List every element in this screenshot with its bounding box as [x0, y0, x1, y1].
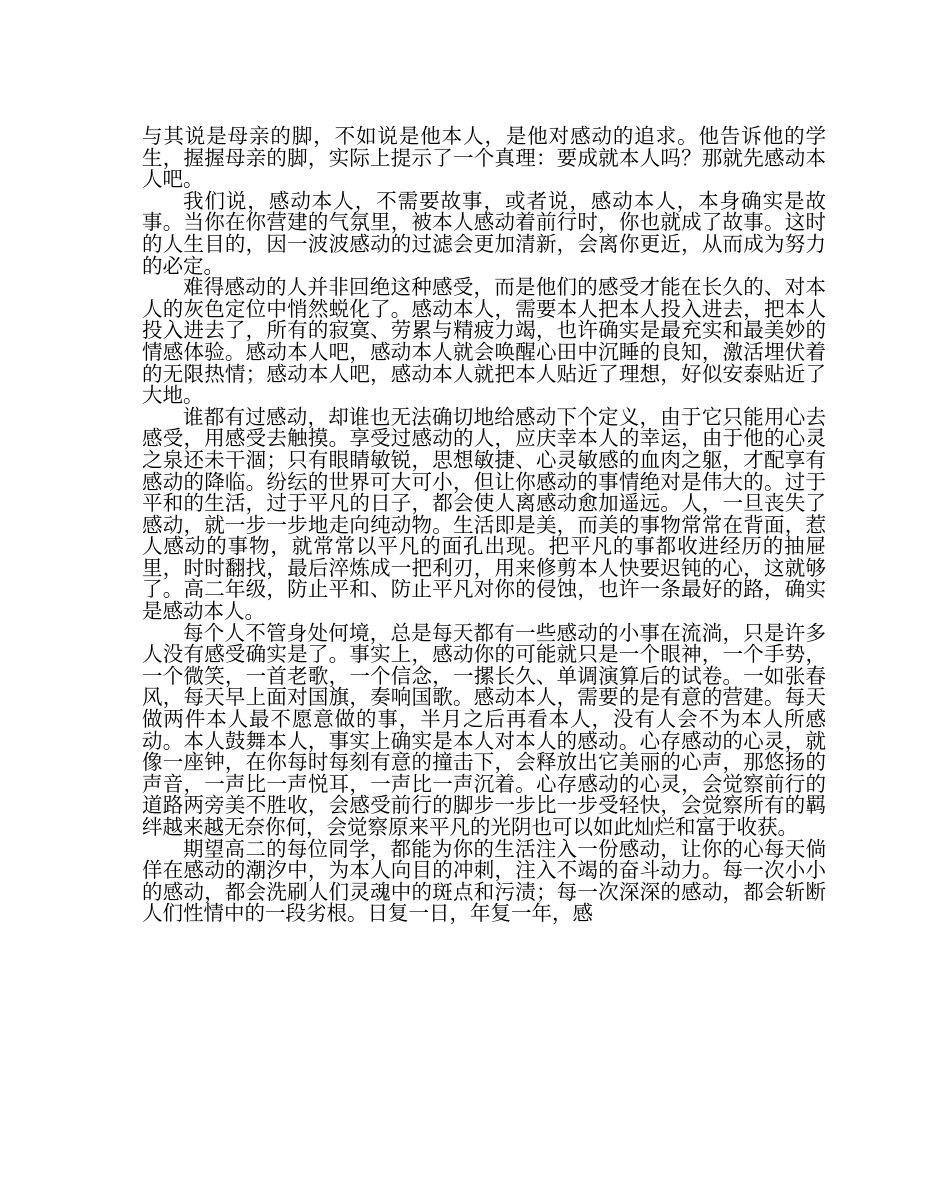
article-body — [142, 126, 826, 925]
paragraph-4: 谁都有过感动，却谁也无法确切地给感动下个定义，由于它只能用心去感受，用感受去触摸。享受过感动的人，应庆幸本人的幸运，由于他的心灵之泉还未干涸；只有眼睛敏锐，思想敏捷、心灵敏感的血肉之躯，才配享有感动的降临。纷纭的世界可大可小，但让你感动的事情绝对是伟大的。过于平和的生活，过于平凡的日子，都会使人离感动愈加遥远。人，一旦丧失了感动，就一步一步地走向纯动物。生活即是美，而美的事物常常在背面，惹人感动的事物，就常常以平凡的面孔出现。把平凡的事都收进经历的抽屉里，时时翻找，最后淬炼成一把利刃，用来修剪本人快要迟钝的心，这就够了。高二年级，防止平和、防止平凡对你的侵蚀，也许一条最好的路，确实是感动本人。 — [142, 404, 826, 624]
paragraph-1: 与其说是母亲的脚，不如说是他本人，是他对感动的追求。他告诉他的学生，握握母亲的脚，实际上提示了一个真理：要成就本人吗？那就先感动本人吧。 — [142, 124, 826, 192]
paragraph-2: 我们说，感动本人，不需要故事，或者说，感动本人，本身确实是故事。当你在你营建的气氛里，被本人感动着前行时，你也就成了故事。这时的人生目的，因一波波感动的过滤会更加清新，会离你更近，从而成为努力的必定。 — [142, 188, 826, 278]
paragraph-5: 每个人不管身处何境，总是每天都有一些感动的小事在流淌，只是许多人没有感受确实是了。事实上，感动你的可能就只是一个眼神，一个手势，一个微笑，一首老歌，一个信念，一摞长久、单调演算后的试卷。一如张春风，每天早上面对国旗，奏响国歌。感动本人，需要的是有意的营建。每天做两件本人最不愿意做的事，半月之后再看本人，没有人会不为本人所感动。本人鼓舞本人，事实上确实是本人对本人的感动。心存感动的心灵，就像一座钟，在你每时每刻有意的撞击下，会释放出它美丽的心声，那悠扬的声音，一声比一声悦耳，一声比一声沉着。心存感动的心灵，会觉察前行的道路两旁美不胜收，会感受前行的脚步一步比一步受轻快，会觉察所有的羁绊越来越无奈你何，会觉察原来平凡的光阴也可以如此灿烂和富于收获。 — [142, 620, 826, 839]
paragraph-3: 难得感动的人并非回绝这种感受，而是他们的感受才能在长久的、对本人的灰色定位中悄然蜕化了。感动本人，需要本人把本人投入进去，把本人投入进去了，所有的寂寞、劳累与精疲力竭，也许确实是最充实和最美妙的情感体验。感动本人吧，感动本人就会唤醒心田中沉睡的良知，激活埋伏着的无限热情；感动本人吧，感动本人就把本人贴近了理想，好似安泰贴近了大地。 — [142, 275, 826, 408]
paragraph-6: 期望高二的每位同学，都能为你的生活注入一份感动，让你的心每天倘佯在感动的潮汐中，为本人向目的冲刺，注入不竭的奋斗动力。每一次小小的感动，都会洗刷人们灵魂中的斑点和污渍；每一次深深的感动，都会斩断人们性情中的一段劣根。日复一日，年复一年，感 — [142, 836, 826, 926]
